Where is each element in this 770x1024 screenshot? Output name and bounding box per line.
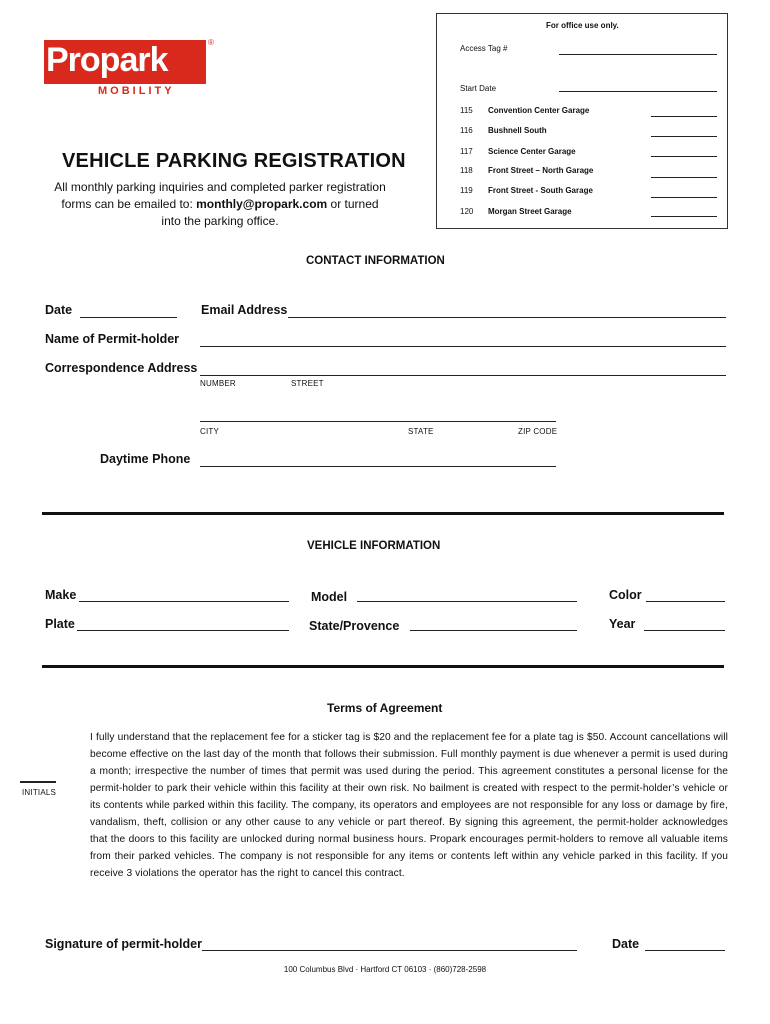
office-use-heading: For office use only. xyxy=(546,21,619,30)
make-field[interactable] xyxy=(79,601,289,602)
office-use-box xyxy=(436,13,728,229)
permit-holder-name-field[interactable] xyxy=(200,346,726,347)
garage-number: 116 xyxy=(460,126,473,135)
date-label: Date xyxy=(45,303,73,317)
model-field[interactable] xyxy=(357,601,577,602)
year-label: Year xyxy=(609,617,636,631)
make-label: Make xyxy=(45,588,77,602)
correspondence-address-label: Correspondence Address xyxy=(45,361,198,375)
garage-number: 117 xyxy=(460,147,473,156)
plate-field[interactable] xyxy=(77,630,289,631)
garage-number: 115 xyxy=(460,106,473,115)
signature-field[interactable] xyxy=(202,950,577,951)
city-caption: CITY xyxy=(200,427,220,436)
garage-field[interactable] xyxy=(651,177,717,178)
start-date-field[interactable] xyxy=(559,91,717,92)
logo-brand-text: Propark xyxy=(46,41,168,79)
state-province-field[interactable] xyxy=(410,630,577,631)
state-province-label: State/Provence xyxy=(309,619,400,633)
street-caption: STREET xyxy=(291,379,324,388)
garage-number: 118 xyxy=(460,166,473,175)
garage-name: Bushnell South xyxy=(488,126,547,135)
permit-holder-name-label: Name of Permit-holder xyxy=(45,332,180,346)
intro-line-4: into the parking office. xyxy=(161,214,279,228)
state-caption: STATE xyxy=(408,427,434,436)
signature-label: Signature of permit-holder xyxy=(45,937,202,951)
start-date-label: Start Date xyxy=(460,84,497,93)
contact-section-title: CONTACT INFORMATION xyxy=(306,255,445,267)
model-label: Model xyxy=(311,590,348,604)
zip-caption: ZIP CODE xyxy=(518,427,558,436)
email-field[interactable] xyxy=(288,317,726,318)
initials-field[interactable] xyxy=(20,781,56,783)
garage-field[interactable] xyxy=(651,216,717,217)
intro-line-3: or turned xyxy=(327,197,379,211)
year-field[interactable] xyxy=(644,630,725,631)
garage-name: Science Center Garage xyxy=(488,147,576,156)
logo-registered-mark: ® xyxy=(208,38,214,47)
garage-name: Morgan Street Garage xyxy=(488,207,572,216)
garage-field[interactable] xyxy=(651,136,717,137)
contact-email-link[interactable]: monthly@propark.com xyxy=(196,197,328,211)
address-street-field[interactable] xyxy=(200,375,726,376)
garage-field[interactable] xyxy=(651,156,717,157)
vehicle-section-title: VEHICLE INFORMATION xyxy=(307,540,441,552)
signature-date-label: Date xyxy=(612,937,640,951)
section-divider xyxy=(42,665,724,668)
page-title: VEHICLE PARKING REGISTRATION xyxy=(62,150,406,172)
color-field[interactable] xyxy=(646,601,725,602)
section-divider xyxy=(42,512,724,515)
plate-label: Plate xyxy=(45,617,75,631)
access-tag-field[interactable] xyxy=(559,54,717,55)
terms-body: I fully understand that the replacement fee for a sticker tag is $20 and the replacement fee for a plate tag is $50. Account cancellations will become effective on the last day of the month that follows their submission. Full monthly payment is due whenever a permit is used during a month; irrespective the number of times that permit was used during the period. This agreement constitutes a personal license for the permit-holder to park their vehicle within this facility at their own risk. No bailment is created with respect to the permit-holder’s vehicle or its contents while parked within this facility. The company, its operators and employees are not responsible for any loss or damage by fire, vandalism, theft, collision or any other cause to any vehicle or part thereof. By signing this agreement, the permit-holder acknowledges that the doors to this facility are unlocked during normal business hours. Propark encourages permit-holders to remove all valuable items from their parked vehicles. The company is not responsible for any items or contents left within any vehicle parked in this facility. If you receive 3 violations the operator has the right to cancel this contract. xyxy=(90,732,728,879)
address-city-field[interactable] xyxy=(200,421,556,422)
access-tag-label: Access Tag # xyxy=(460,44,508,53)
signature-date-field[interactable] xyxy=(645,950,725,951)
garage-name: Front Street - South Garage xyxy=(488,186,593,195)
garage-field[interactable] xyxy=(651,197,717,198)
garage-name: Convention Center Garage xyxy=(488,106,590,115)
daytime-phone-label: Daytime Phone xyxy=(100,452,191,466)
garage-name: Front Street – North Garage xyxy=(488,166,594,175)
color-label: Color xyxy=(609,588,642,602)
garage-field[interactable] xyxy=(651,116,717,117)
garage-number: 119 xyxy=(460,186,473,195)
propark-logo xyxy=(44,38,214,98)
intro-line-1: All monthly parking inquiries and completed parker registration xyxy=(54,180,386,194)
logo-tagline: MOBILITY xyxy=(98,85,175,97)
footer-address: 100 Columbus Blvd · Hartford CT 06103 · (860)728-2598 xyxy=(283,965,487,974)
intro-line-2: forms can be emailed to: xyxy=(61,197,197,211)
garage-number: 120 xyxy=(460,207,474,216)
email-label: Email Address xyxy=(201,303,288,317)
intro-text xyxy=(30,179,410,230)
number-caption: NUMBER xyxy=(200,379,236,388)
initials-caption: INITIALS xyxy=(22,788,57,797)
terms-title: Terms of Agreement xyxy=(327,701,443,715)
daytime-phone-field[interactable] xyxy=(200,466,556,467)
date-field[interactable] xyxy=(80,317,177,318)
